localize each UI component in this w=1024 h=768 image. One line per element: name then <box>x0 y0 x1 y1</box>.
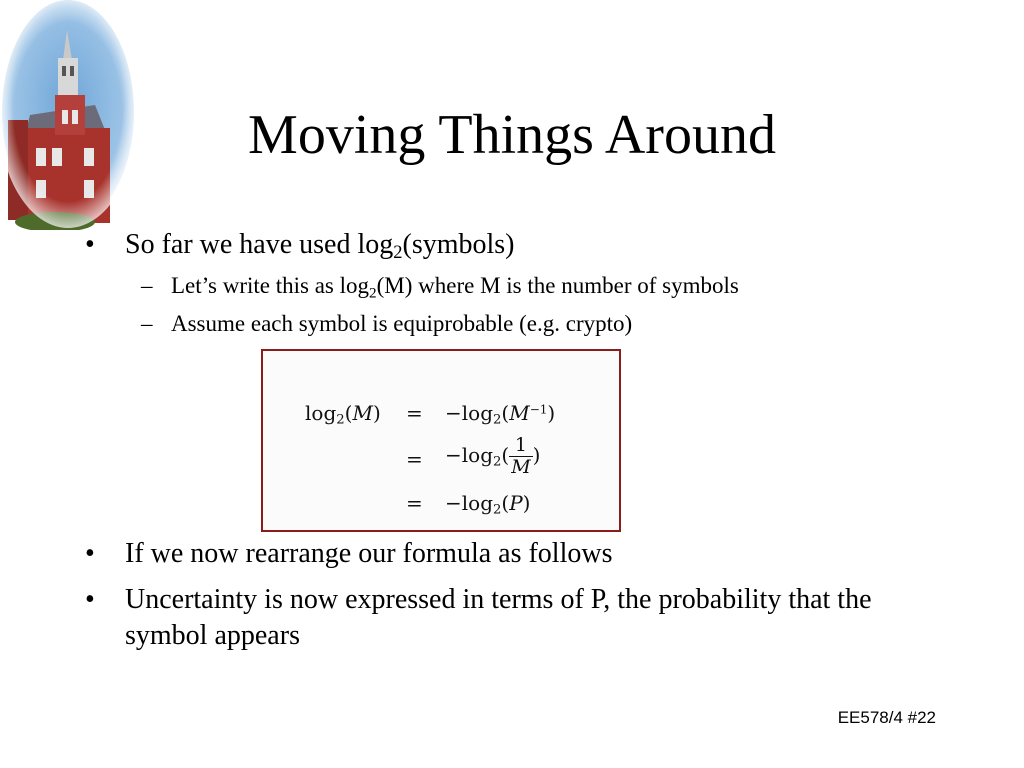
formula-eq-2: = <box>406 447 423 471</box>
bullet-text: Uncertainty is now expressed in terms of P, the probability that the symbol appears <box>125 584 872 651</box>
fraction: $\frac{1}{M}$ <box>511 434 531 478</box>
bullet-text: If we now rearrange our formula as follows <box>125 538 613 569</box>
bullet-glyph: • <box>85 229 95 260</box>
bullet-item <box>85 536 955 572</box>
bullet-item <box>85 582 955 654</box>
sub-bullet-text: Assume each symbol is equiprobable (e.g. crypto) <box>171 311 633 336</box>
formula-rhs-1: $-\log_2(M^{-1})$ <box>445 401 556 428</box>
sub-bullet-text: Let’s write this as $\log_2(M)$ where M is the number of symbols <box>171 273 739 302</box>
bullet-text: So far we have used $\log_2(symbols)$ <box>125 229 515 263</box>
formula-box <box>261 349 621 532</box>
formula-rhs-3: $-\log_2(P)$ <box>445 491 531 518</box>
sub-bullet-item <box>141 309 961 339</box>
sub-bullet-item <box>141 271 961 301</box>
formula-eq-1: = <box>406 401 423 425</box>
dash-glyph: – <box>141 311 153 336</box>
formula-lhs: $\log_2(M)$ <box>305 401 381 428</box>
bullet-glyph: • <box>85 538 95 569</box>
formula-eq-3: = <box>406 491 423 515</box>
dash-glyph: – <box>141 273 153 298</box>
bullet-item <box>85 227 955 263</box>
slide-title: Moving Things Around <box>248 104 776 166</box>
bullet-glyph: • <box>85 584 95 615</box>
slide-footer: EE578/4 #22 <box>837 708 936 727</box>
formula-rhs-2: $-\log_2$( $\frac{1}{M}$ ) <box>445 434 541 478</box>
